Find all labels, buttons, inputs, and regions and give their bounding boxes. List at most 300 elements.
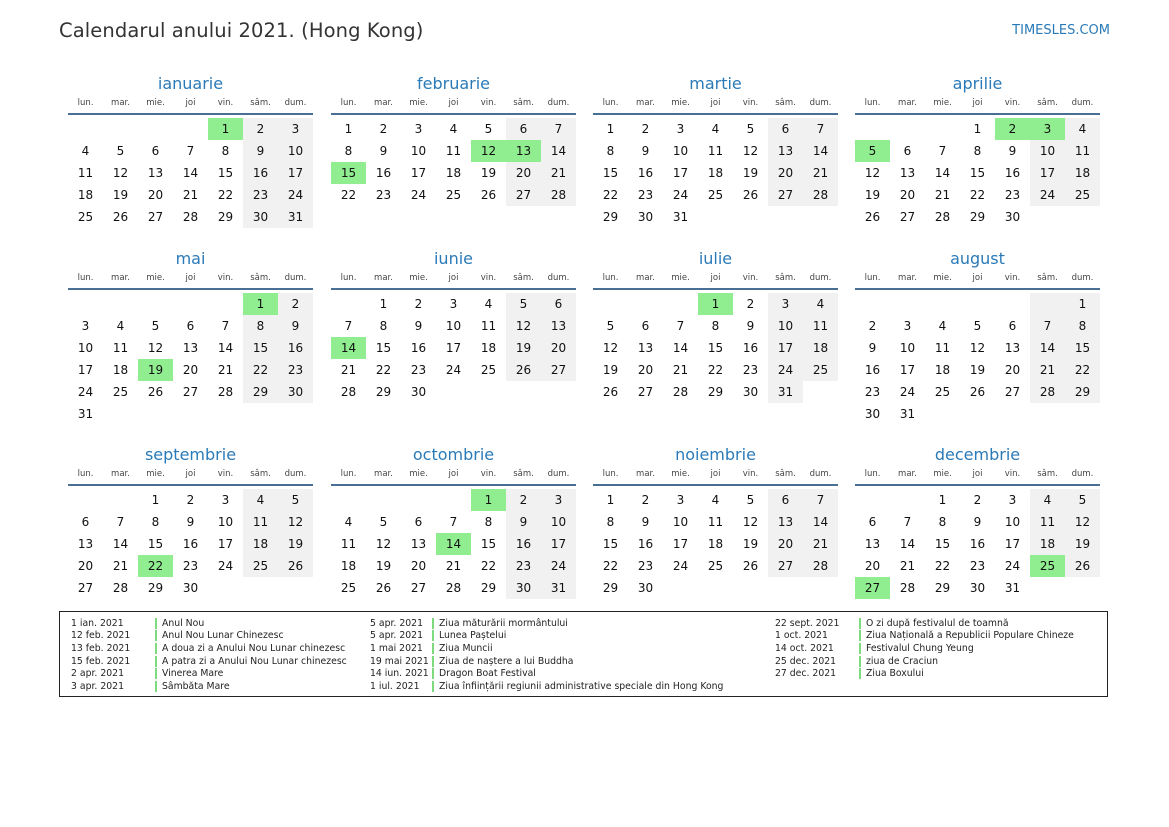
day-cell[interactable]: 13	[77, 537, 94, 551]
day-cell[interactable]: 3	[676, 493, 685, 507]
day-cell[interactable]: 6	[768, 118, 803, 140]
day-cell[interactable]: 18	[243, 533, 278, 555]
day-cell[interactable]: 18	[112, 363, 129, 377]
day-cell[interactable]: 25	[1065, 184, 1100, 206]
day-cell[interactable]: 4	[243, 489, 278, 511]
day-cell[interactable]: 30	[182, 581, 199, 595]
day-cell[interactable]: 14	[436, 533, 471, 555]
day-cell[interactable]: 25	[112, 385, 129, 399]
day-cell[interactable]: 20	[147, 188, 164, 202]
day-cell[interactable]: 17	[899, 363, 916, 377]
day-cell[interactable]: 11	[340, 537, 357, 551]
day-cell[interactable]: 16	[243, 162, 278, 184]
day-cell[interactable]: 16	[182, 537, 199, 551]
day-cell[interactable]: 24	[77, 385, 94, 399]
day-cell[interactable]: 29	[1065, 381, 1100, 403]
day-cell[interactable]: 2	[186, 493, 195, 507]
day-cell[interactable]: 26	[1065, 555, 1100, 577]
day-cell[interactable]: 28	[803, 184, 838, 206]
day-cell[interactable]: 28	[217, 385, 234, 399]
day-cell[interactable]: 5	[278, 489, 313, 511]
day-cell[interactable]: 10	[899, 341, 916, 355]
day-cell[interactable]: 21	[934, 188, 951, 202]
day-cell[interactable]: 2	[641, 122, 650, 136]
day-cell[interactable]: 30	[864, 407, 881, 421]
day-cell[interactable]: 27	[768, 555, 803, 577]
day-cell[interactable]: 23	[506, 555, 541, 577]
day-cell[interactable]: 11	[1030, 511, 1065, 533]
day-cell[interactable]: 13	[768, 140, 803, 162]
day-cell[interactable]: 4	[484, 297, 493, 311]
day-cell[interactable]: 25	[707, 559, 724, 573]
day-cell[interactable]: 9	[414, 319, 423, 333]
day-cell[interactable]: 21	[899, 559, 916, 573]
day-cell[interactable]: 31	[278, 206, 313, 228]
day-cell[interactable]: 17	[672, 166, 689, 180]
day-cell[interactable]: 7	[676, 319, 685, 333]
day-cell[interactable]: 7	[186, 144, 195, 158]
day-cell[interactable]: 16	[1004, 166, 1021, 180]
day-cell[interactable]: 3	[1030, 118, 1065, 140]
day-cell[interactable]: 29	[217, 210, 234, 224]
day-cell[interactable]: 31	[77, 407, 94, 421]
day-cell[interactable]: 8	[606, 144, 615, 158]
day-cell[interactable]: 22	[340, 188, 357, 202]
day-cell[interactable]: 3	[1008, 493, 1017, 507]
day-cell[interactable]: 27	[410, 581, 427, 595]
day-cell[interactable]: 12	[278, 511, 313, 533]
day-cell[interactable]: 18	[480, 341, 497, 355]
day-cell[interactable]: 17	[445, 341, 462, 355]
day-cell[interactable]: 13	[899, 166, 916, 180]
day-cell[interactable]: 16	[969, 537, 986, 551]
day-cell[interactable]: 11	[707, 144, 724, 158]
day-cell[interactable]: 12	[864, 166, 881, 180]
day-cell[interactable]: 27	[182, 385, 199, 399]
day-cell[interactable]: 3	[81, 319, 90, 333]
day-cell[interactable]: 27	[1004, 385, 1021, 399]
day-cell[interactable]: 24	[541, 555, 576, 577]
day-cell[interactable]: 26	[742, 559, 759, 573]
day-cell[interactable]: 25	[803, 359, 838, 381]
day-cell[interactable]: 5	[855, 140, 890, 162]
day-cell[interactable]: 5	[746, 122, 755, 136]
day-cell[interactable]: 2	[278, 293, 313, 315]
day-cell[interactable]: 12	[112, 166, 129, 180]
day-cell[interactable]: 26	[742, 188, 759, 202]
day-cell[interactable]: 7	[938, 144, 947, 158]
day-cell[interactable]: 14	[803, 140, 838, 162]
day-cell[interactable]: 10	[217, 515, 234, 529]
day-cell[interactable]: 25	[707, 188, 724, 202]
day-cell[interactable]: 3	[903, 319, 912, 333]
day-cell[interactable]: 3	[414, 122, 423, 136]
day-cell[interactable]: 22	[602, 188, 619, 202]
day-cell[interactable]: 29	[602, 210, 619, 224]
day-cell[interactable]: 24	[672, 559, 689, 573]
day-cell[interactable]: 4	[938, 319, 947, 333]
day-cell[interactable]: 19	[112, 188, 129, 202]
day-cell[interactable]: 8	[973, 144, 982, 158]
day-cell[interactable]: 23	[182, 559, 199, 573]
day-cell[interactable]: 7	[1030, 315, 1065, 337]
day-cell[interactable]: 18	[1065, 162, 1100, 184]
day-cell[interactable]: 11	[803, 315, 838, 337]
day-cell[interactable]: 1	[606, 493, 615, 507]
day-cell[interactable]: 5	[1065, 489, 1100, 511]
day-cell[interactable]: 19	[375, 559, 392, 573]
day-cell[interactable]: 20	[899, 188, 916, 202]
site-link[interactable]: TIMESLES.COM	[1012, 23, 1110, 38]
day-cell[interactable]: 16	[506, 533, 541, 555]
day-cell[interactable]: 17	[768, 337, 803, 359]
day-cell[interactable]: 31	[899, 407, 916, 421]
day-cell[interactable]: 23	[864, 385, 881, 399]
day-cell[interactable]: 4	[81, 144, 90, 158]
day-cell[interactable]: 6	[641, 319, 650, 333]
day-cell[interactable]: 5	[506, 293, 541, 315]
day-cell[interactable]: 24	[899, 385, 916, 399]
day-cell[interactable]: 15	[147, 537, 164, 551]
day-cell[interactable]: 7	[803, 118, 838, 140]
day-cell[interactable]: 21	[112, 559, 129, 573]
day-cell[interactable]: 21	[672, 363, 689, 377]
day-cell[interactable]: 15	[331, 162, 366, 184]
day-cell[interactable]: 19	[602, 363, 619, 377]
day-cell[interactable]: 3	[676, 122, 685, 136]
day-cell[interactable]: 23	[410, 363, 427, 377]
day-cell[interactable]: 21	[445, 559, 462, 573]
day-cell[interactable]: 21	[803, 533, 838, 555]
day-cell[interactable]: 14	[182, 166, 199, 180]
day-cell[interactable]: 31	[541, 577, 576, 599]
day-cell[interactable]: 15	[375, 341, 392, 355]
day-cell[interactable]: 16	[742, 341, 759, 355]
day-cell[interactable]: 14	[899, 537, 916, 551]
day-cell[interactable]: 9	[278, 315, 313, 337]
day-cell[interactable]: 29	[602, 581, 619, 595]
day-cell[interactable]: 6	[1008, 319, 1017, 333]
day-cell[interactable]: 26	[602, 385, 619, 399]
day-cell[interactable]: 30	[410, 385, 427, 399]
day-cell[interactable]: 24	[445, 363, 462, 377]
day-cell[interactable]: 30	[969, 581, 986, 595]
day-cell[interactable]: 5	[606, 319, 615, 333]
day-cell[interactable]: 22	[138, 555, 173, 577]
day-cell[interactable]: 26	[506, 359, 541, 381]
day-cell[interactable]: 19	[138, 359, 173, 381]
day-cell[interactable]: 7	[541, 118, 576, 140]
day-cell[interactable]: 10	[672, 515, 689, 529]
day-cell[interactable]: 13	[506, 140, 541, 162]
day-cell[interactable]: 15	[217, 166, 234, 180]
day-cell[interactable]: 14	[934, 166, 951, 180]
day-cell[interactable]: 9	[746, 319, 755, 333]
day-cell[interactable]: 8	[221, 144, 230, 158]
day-cell[interactable]: 19	[969, 363, 986, 377]
day-cell[interactable]: 18	[1030, 533, 1065, 555]
day-cell[interactable]: 25	[934, 385, 951, 399]
day-cell[interactable]: 6	[541, 293, 576, 315]
day-cell[interactable]: 2	[243, 118, 278, 140]
day-cell[interactable]: 3	[278, 118, 313, 140]
day-cell[interactable]: 4	[116, 319, 125, 333]
day-cell[interactable]: 10	[445, 319, 462, 333]
day-cell[interactable]: 3	[449, 297, 458, 311]
day-cell[interactable]: 26	[864, 210, 881, 224]
day-cell[interactable]: 30	[742, 385, 759, 399]
day-cell[interactable]: 26	[969, 385, 986, 399]
day-cell[interactable]: 12	[1065, 511, 1100, 533]
day-cell[interactable]: 19	[1065, 533, 1100, 555]
day-cell[interactable]: 1	[151, 493, 160, 507]
day-cell[interactable]: 10	[410, 144, 427, 158]
day-cell[interactable]: 28	[1030, 381, 1065, 403]
day-cell[interactable]: 22	[707, 363, 724, 377]
day-cell[interactable]: 2	[995, 118, 1030, 140]
day-cell[interactable]: 29	[707, 385, 724, 399]
day-cell[interactable]: 9	[506, 511, 541, 533]
day-cell[interactable]: 2	[868, 319, 877, 333]
day-cell[interactable]: 23	[278, 359, 313, 381]
day-cell[interactable]: 26	[278, 555, 313, 577]
day-cell[interactable]: 5	[116, 144, 125, 158]
day-cell[interactable]: 29	[480, 581, 497, 595]
day-cell[interactable]: 23	[243, 184, 278, 206]
day-cell[interactable]: 7	[803, 489, 838, 511]
day-cell[interactable]: 14	[331, 337, 366, 359]
day-cell[interactable]: 19	[742, 537, 759, 551]
day-cell[interactable]: 1	[208, 118, 243, 140]
day-cell[interactable]: 29	[375, 385, 392, 399]
day-cell[interactable]: 24	[410, 188, 427, 202]
day-cell[interactable]: 21	[217, 363, 234, 377]
day-cell[interactable]: 15	[243, 337, 278, 359]
day-cell[interactable]: 19	[480, 166, 497, 180]
day-cell[interactable]: 29	[147, 581, 164, 595]
day-cell[interactable]: 8	[243, 315, 278, 337]
day-cell[interactable]: 12	[375, 537, 392, 551]
day-cell[interactable]: 11	[707, 515, 724, 529]
day-cell[interactable]: 12	[147, 341, 164, 355]
day-cell[interactable]: 8	[379, 319, 388, 333]
day-cell[interactable]: 20	[1004, 363, 1021, 377]
day-cell[interactable]: 24	[672, 188, 689, 202]
day-cell[interactable]: 15	[602, 537, 619, 551]
day-cell[interactable]: 13	[541, 315, 576, 337]
day-cell[interactable]: 6	[868, 515, 877, 529]
day-cell[interactable]: 27	[77, 581, 94, 595]
day-cell[interactable]: 21	[803, 162, 838, 184]
day-cell[interactable]: 26	[112, 210, 129, 224]
day-cell[interactable]: 25	[480, 363, 497, 377]
day-cell[interactable]: 5	[379, 515, 388, 529]
day-cell[interactable]: 1	[344, 122, 353, 136]
day-cell[interactable]: 18	[934, 363, 951, 377]
day-cell[interactable]: 16	[637, 537, 654, 551]
day-cell[interactable]: 8	[938, 515, 947, 529]
day-cell[interactable]: 6	[81, 515, 90, 529]
day-cell[interactable]: 18	[340, 559, 357, 573]
day-cell[interactable]: 1	[379, 297, 388, 311]
day-cell[interactable]: 19	[278, 533, 313, 555]
day-cell[interactable]: 18	[707, 537, 724, 551]
day-cell[interactable]: 17	[1030, 162, 1065, 184]
day-cell[interactable]: 21	[182, 188, 199, 202]
day-cell[interactable]: 3	[541, 489, 576, 511]
day-cell[interactable]: 6	[506, 118, 541, 140]
day-cell[interactable]: 14	[1030, 337, 1065, 359]
day-cell[interactable]: 28	[934, 210, 951, 224]
day-cell[interactable]: 5	[973, 319, 982, 333]
day-cell[interactable]: 9	[1008, 144, 1017, 158]
day-cell[interactable]: 8	[711, 319, 720, 333]
day-cell[interactable]: 14	[541, 140, 576, 162]
day-cell[interactable]: 25	[77, 210, 94, 224]
day-cell[interactable]: 14	[112, 537, 129, 551]
day-cell[interactable]: 2	[506, 489, 541, 511]
day-cell[interactable]: 24	[217, 559, 234, 573]
day-cell[interactable]: 11	[112, 341, 129, 355]
day-cell[interactable]: 18	[803, 337, 838, 359]
day-cell[interactable]: 20	[77, 559, 94, 573]
day-cell[interactable]: 16	[864, 363, 881, 377]
day-cell[interactable]: 3	[221, 493, 230, 507]
day-cell[interactable]: 15	[707, 341, 724, 355]
day-cell[interactable]: 17	[278, 162, 313, 184]
day-cell[interactable]: 9	[868, 341, 877, 355]
day-cell[interactable]: 11	[480, 319, 497, 333]
day-cell[interactable]: 28	[899, 581, 916, 595]
day-cell[interactable]: 5	[484, 122, 493, 136]
day-cell[interactable]: 6	[186, 319, 195, 333]
day-cell[interactable]: 19	[506, 337, 541, 359]
day-cell[interactable]: 23	[969, 559, 986, 573]
day-cell[interactable]: 27	[147, 210, 164, 224]
day-cell[interactable]: 25	[340, 581, 357, 595]
day-cell[interactable]: 22	[602, 559, 619, 573]
day-cell[interactable]: 25	[243, 555, 278, 577]
day-cell[interactable]: 7	[221, 319, 230, 333]
day-cell[interactable]: 7	[116, 515, 125, 529]
day-cell[interactable]: 28	[672, 385, 689, 399]
day-cell[interactable]: 13	[768, 511, 803, 533]
day-cell[interactable]: 10	[541, 511, 576, 533]
day-cell[interactable]: 22	[375, 363, 392, 377]
day-cell[interactable]: 28	[340, 385, 357, 399]
day-cell[interactable]: 23	[637, 188, 654, 202]
day-cell[interactable]: 25	[1030, 555, 1065, 577]
day-cell[interactable]: 11	[445, 144, 462, 158]
day-cell[interactable]: 6	[768, 489, 803, 511]
day-cell[interactable]: 13	[410, 537, 427, 551]
day-cell[interactable]: 16	[637, 166, 654, 180]
day-cell[interactable]: 21	[541, 162, 576, 184]
day-cell[interactable]: 22	[243, 359, 278, 381]
day-cell[interactable]: 7	[449, 515, 458, 529]
day-cell[interactable]: 1	[938, 493, 947, 507]
day-cell[interactable]: 2	[973, 493, 982, 507]
day-cell[interactable]: 28	[112, 581, 129, 595]
day-cell[interactable]: 4	[1065, 118, 1100, 140]
day-cell[interactable]: 20	[410, 559, 427, 573]
day-cell[interactable]: 19	[742, 166, 759, 180]
day-cell[interactable]: 7	[903, 515, 912, 529]
day-cell[interactable]: 23	[637, 559, 654, 573]
day-cell[interactable]: 8	[1065, 315, 1100, 337]
day-cell[interactable]: 23	[375, 188, 392, 202]
day-cell[interactable]: 21	[1030, 359, 1065, 381]
day-cell[interactable]: 2	[379, 122, 388, 136]
day-cell[interactable]: 8	[344, 144, 353, 158]
day-cell[interactable]: 17	[1004, 537, 1021, 551]
day-cell[interactable]: 26	[375, 581, 392, 595]
day-cell[interactable]: 14	[217, 341, 234, 355]
day-cell[interactable]: 12	[602, 341, 619, 355]
day-cell[interactable]: 4	[449, 122, 458, 136]
day-cell[interactable]: 16	[410, 341, 427, 355]
day-cell[interactable]: 4	[344, 515, 353, 529]
day-cell[interactable]: 30	[637, 581, 654, 595]
day-cell[interactable]: 11	[243, 511, 278, 533]
day-cell[interactable]: 10	[77, 341, 94, 355]
day-cell[interactable]: 22	[480, 559, 497, 573]
day-cell[interactable]: 28	[445, 581, 462, 595]
day-cell[interactable]: 22	[934, 559, 951, 573]
day-cell[interactable]: 10	[1004, 515, 1021, 529]
day-cell[interactable]: 13	[637, 341, 654, 355]
day-cell[interactable]: 19	[864, 188, 881, 202]
day-cell[interactable]: 13	[1004, 341, 1021, 355]
day-cell[interactable]: 6	[414, 515, 423, 529]
day-cell[interactable]: 4	[711, 493, 720, 507]
day-cell[interactable]: 11	[77, 166, 94, 180]
day-cell[interactable]: 20	[768, 162, 803, 184]
day-cell[interactable]: 20	[506, 162, 541, 184]
day-cell[interactable]: 13	[182, 341, 199, 355]
day-cell[interactable]: 22	[217, 188, 234, 202]
day-cell[interactable]: 8	[606, 515, 615, 529]
day-cell[interactable]: 17	[77, 363, 94, 377]
day-cell[interactable]: 15	[602, 166, 619, 180]
day-cell[interactable]: 16	[278, 337, 313, 359]
day-cell[interactable]: 30	[243, 206, 278, 228]
day-cell[interactable]: 1	[973, 122, 982, 136]
day-cell[interactable]: 26	[147, 385, 164, 399]
day-cell[interactable]: 9	[186, 515, 195, 529]
day-cell[interactable]: 15	[480, 537, 497, 551]
day-cell[interactable]: 24	[1030, 184, 1065, 206]
day-cell[interactable]: 1	[243, 293, 278, 315]
day-cell[interactable]: 12	[742, 144, 759, 158]
day-cell[interactable]: 17	[410, 166, 427, 180]
day-cell[interactable]: 25	[445, 188, 462, 202]
day-cell[interactable]: 30	[278, 381, 313, 403]
day-cell[interactable]: 17	[672, 537, 689, 551]
day-cell[interactable]: 23	[1004, 188, 1021, 202]
day-cell[interactable]: 17	[541, 533, 576, 555]
day-cell[interactable]: 1	[471, 489, 506, 511]
day-cell[interactable]: 12	[471, 140, 506, 162]
day-cell[interactable]: 11	[934, 341, 951, 355]
day-cell[interactable]: 29	[969, 210, 986, 224]
day-cell[interactable]: 20	[637, 363, 654, 377]
day-cell[interactable]: 31	[672, 210, 689, 224]
day-cell[interactable]: 23	[742, 363, 759, 377]
day-cell[interactable]: 29	[243, 381, 278, 403]
day-cell[interactable]: 8	[151, 515, 160, 529]
day-cell[interactable]: 15	[1065, 337, 1100, 359]
